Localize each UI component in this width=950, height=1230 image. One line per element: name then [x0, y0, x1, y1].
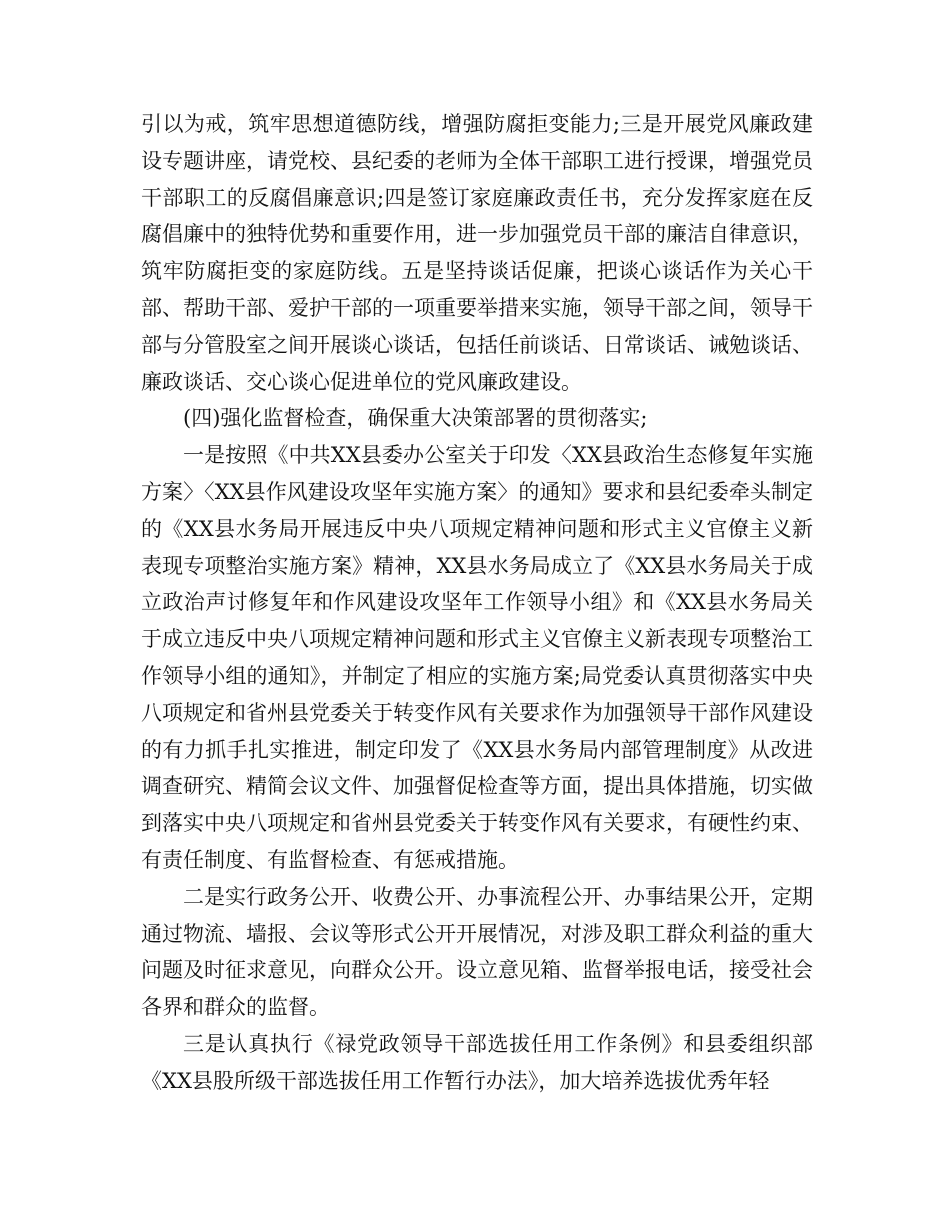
paragraph-4: 二是实行政务公开、收费公开、办事流程公开、办事结果公开，定期通过物流、墙报、会议等形式公开开展情况，对涉及职工群众利益的重大问题及时征求意见，向群众公开。设立意见箱、监督举报电话，接受社会各界和群众的监督。 — [141, 884, 813, 1020]
paragraph-5: 三是认真执行《禄党政领导干部选拔任用工作条例》和县委组织部《XX县股所级干部选拔任用工作暂行办法》，加大培养选拔优秀年轻 — [141, 1031, 813, 1093]
paragraph-3: 一是按照《中共XX县委办公室关于印发〈XX县政治生态修复年实施方案〉〈XX县作风建设攻坚年实施方案〉的通知》要求和县纪委牵头制定的《XX县水务局开展违反中央八项规定精神问题和形式主义官僚主义新表现专项整治实施方案》精神，XX县水务局成立了《XX县水务局关于成立政治声讨修复年和作风建设攻坚年工作领导小组》和《XX县水务局关于成立违反中央八项规定精神问题和形式主义官僚主义新表现专项整治工作领导小组的通知》，并制定了相应的实施方案;局党委认真贯彻落实中央八项规定和省州县党委关于转变作风有关要求作为加强领导干部作风建设的有力抓手扎实推进，制定印发了《XX县水务局内部管理制度》从改进调查研究、精简会议文件、加强督促检查等方面，提出具体措施，切实做到落实中央八项规定和省州县党委关于转变作风有关要求，有硬性约束、有责任制度、有监督检查、有惩戒措施。 — [141, 443, 813, 872]
paragraph-1: 引以为戒，筑牢思想道德防线，增强防腐拒变能力;三是开展党风廉政建设专题讲座，请党校、县纪委的老师为全体干部职工进行授课，增强党员干部职工的反腐倡廉意识;四是签订家庭廉政责任书，充分发挥家庭在反腐倡廉中的独特优势和重要作用，进一步加强党员干部的廉洁自律意识，筑牢防腐拒变的家庭防线。五是坚持谈话促廉，把谈心谈话作为关心干部、帮助干部、爱护干部的一项重要举措来实施，领导干部之间，领导干部与分管股室之间开展谈心谈话，包括任前谈话、日常谈话、诫勉谈话、廉政谈话、交心谈心促进单位的党风廉政建设。 — [141, 112, 813, 394]
paragraph-2-section-heading: (四)强化监督检查，确保重大决策部署的贯彻落实; — [183, 406, 648, 431]
document-body — [141, 106, 813, 1100]
